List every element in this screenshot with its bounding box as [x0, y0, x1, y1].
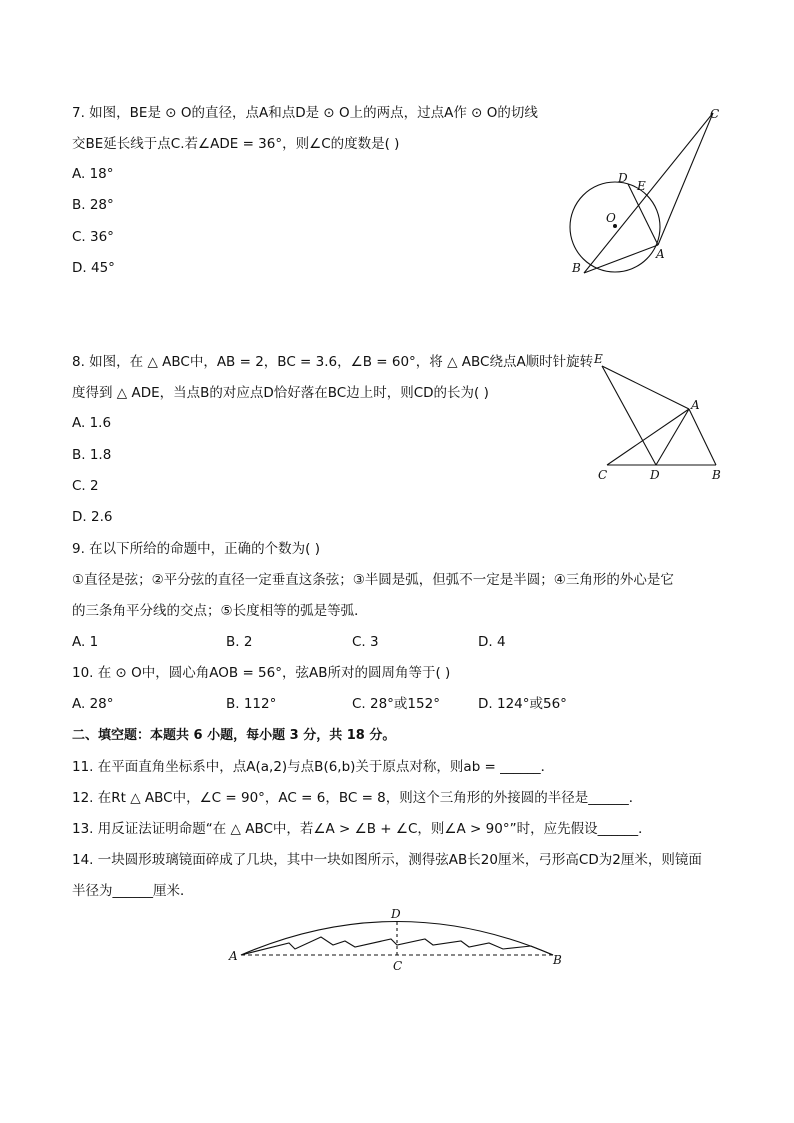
- q9-option-c[interactable]: C. 3: [352, 634, 379, 650]
- q7-stem-line1: 7. 如图，BE是 ⊙ O的直径，点A和点D是 ⊙ O上的两点，过点A作 ⊙ O的切线: [72, 105, 538, 121]
- q10-stem-line1: 10. 在 ⊙ O中，圆心角AOB = 56°，弦AB所对的圆周角等于( ): [72, 665, 451, 681]
- q14-label-c: C: [393, 959, 403, 973]
- q8-label-e: E: [594, 352, 603, 366]
- q7-option-c[interactable]: C. 36°: [72, 229, 114, 245]
- q7-stem-line2: 交BE延长线于点C.若∠ADE = 36°，则∠C的度数是( ): [72, 136, 400, 152]
- q7-option-d[interactable]: D. 45°: [72, 260, 115, 276]
- q7-label-d: D: [618, 171, 628, 185]
- q7-label-b: B: [572, 261, 581, 275]
- q10-option-c[interactable]: C. 28°或152°: [352, 696, 440, 712]
- q10-option-a[interactable]: A. 28°: [72, 696, 114, 712]
- q14-label-b: B: [553, 953, 562, 967]
- q8-label-d: D: [650, 468, 660, 482]
- q9-option-d[interactable]: D. 4: [478, 634, 506, 650]
- q8-label-c: C: [598, 468, 608, 482]
- q8-option-b[interactable]: B. 1.8: [72, 447, 112, 463]
- q14-stem-line1: 14. 一块圆形玻璃镜面碎成了几块，其中一块如图所示，测得弦AB长20厘米，弓形高CD为2厘米，则镜面: [72, 852, 702, 868]
- q8-option-a[interactable]: A. 1.6: [72, 415, 112, 431]
- q14-figure: [225, 900, 585, 980]
- q7-label-o: O: [606, 211, 616, 225]
- q7-label-c: C: [710, 107, 720, 121]
- section-heading-fill-blank: 二、填空题：本题共 6 小题，每小题 3 分，共 18 分。: [72, 728, 396, 743]
- q8-option-d[interactable]: D. 2.6: [72, 509, 113, 525]
- q14-label-a: A: [229, 949, 238, 963]
- q11-stem: 11. 在平面直角坐标系中，点A(a,2)与点B(6,b)关于原点对称，则ab = ______．: [72, 759, 555, 775]
- q10-option-b[interactable]: B. 112°: [226, 696, 277, 712]
- q7-label-e: E: [637, 179, 646, 193]
- q9-stem-line3: 的三条角平分线的交点；⑤长度相等的弧是等弧．: [72, 603, 368, 619]
- q12-stem: 12. 在Rt △ ABC中，∠C = 90°，AC = 6，BC = 8，则这个三角形的外接圆的半径是______．: [72, 790, 643, 806]
- q7-option-b[interactable]: B. 28°: [72, 197, 114, 213]
- q8-line-e-a: [602, 366, 689, 409]
- q9-stem-line2: ①直径是弦；②平分弦的直径一定垂直这条弦；③半圆是弧，但弧不一定是半圆；④三角形的外心是它: [72, 572, 674, 588]
- q8-figure: [585, 345, 765, 495]
- q8-stem-line1: 8. 如图，在 △ ABC中，AB = 2，BC = 3.6，∠B = 60°，将 △ ABC绕点A顺时针旋转: [72, 354, 594, 370]
- q7-figure: [560, 100, 760, 300]
- q13-stem: 13. 用反证法证明命题“在 △ ABC中，若∠A > ∠B + ∠C，则∠A > 90°”时，应先假设______．: [72, 821, 652, 837]
- q7-option-a[interactable]: A. 18°: [72, 166, 114, 182]
- q10-option-d[interactable]: D. 124°或56°: [478, 696, 567, 712]
- q7-line-d-a: [628, 184, 658, 245]
- q14-label-d: D: [391, 907, 401, 921]
- q9-option-b[interactable]: B. 2: [226, 634, 253, 650]
- q8-line-a-b: [689, 409, 716, 465]
- q8-line-a-d: [656, 409, 689, 465]
- q7-line-c-a: [658, 113, 713, 245]
- q8-line-c-a: [607, 409, 689, 465]
- q8-stem-line2: 度得到 △ ADE，当点B的对应点D恰好落在BC边上时，则CD的长为( ): [72, 385, 489, 401]
- q8-label-a: A: [691, 398, 700, 412]
- q7-label-a: A: [656, 247, 665, 261]
- q8-label-b: B: [712, 468, 721, 482]
- q8-option-c[interactable]: C. 2: [72, 478, 99, 494]
- q14-stem-line2: 半径为______厘米．: [72, 883, 194, 899]
- q9-stem-line1: 9. 在以下所给的命题中，正确的个数为( ): [72, 541, 320, 557]
- q9-option-a[interactable]: A. 1: [72, 634, 99, 650]
- q14-arc: [241, 922, 553, 956]
